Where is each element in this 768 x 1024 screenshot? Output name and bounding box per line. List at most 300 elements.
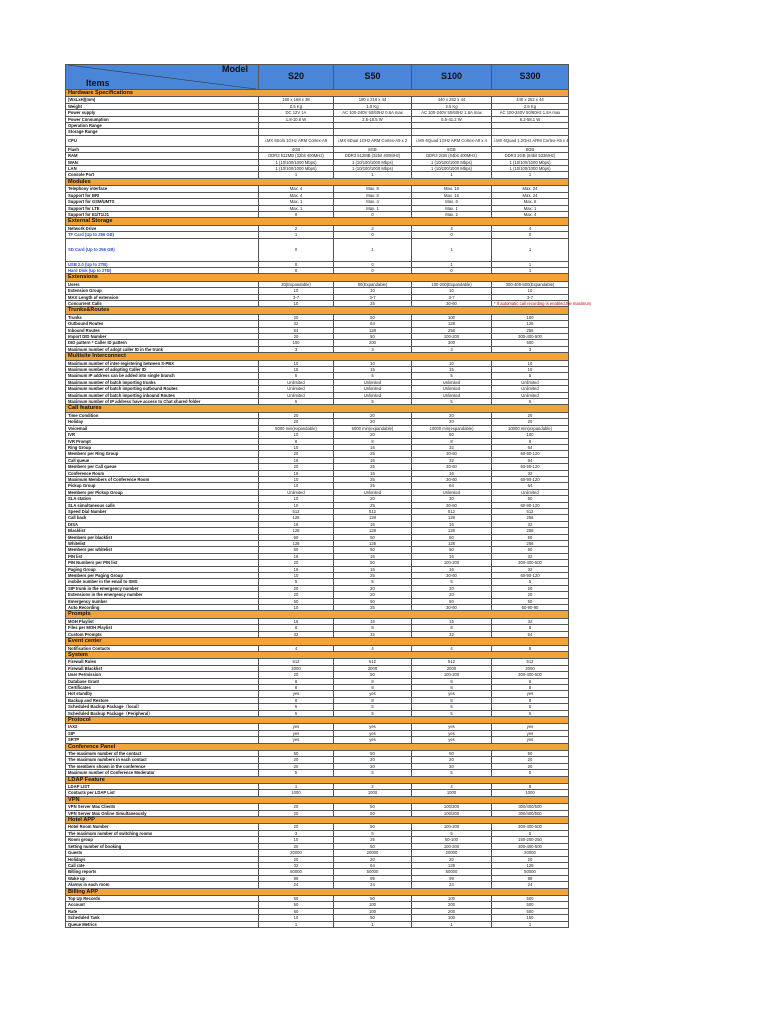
spec-value: DDR3 512MB (32bit 400MHz) <box>334 153 412 159</box>
items-label: Items <box>86 77 110 88</box>
spec-value: 5 <box>334 770 412 776</box>
spec-value: Unlimited <box>259 386 334 392</box>
spec-label: Concurrent Calls <box>66 300 259 306</box>
spec-value: 2 <box>259 225 334 231</box>
spec-value: 8 <box>259 678 334 684</box>
spec-value: 300/400/500 <box>492 810 569 816</box>
spec-value: i.MX 6Quad 1GHz ARM Cortex-A9 x 4 <box>412 135 492 146</box>
spec-value: 25 <box>334 464 412 470</box>
spec-value: 300-400-500 <box>492 672 569 678</box>
spec-value: DDR3 2GB (64bit 533MHz) <box>492 153 569 159</box>
spec-value: 3-7 <box>492 294 569 300</box>
spec-value: yes <box>259 737 334 743</box>
spec-value: 16 <box>259 618 334 624</box>
spec-value: 8 <box>492 645 569 651</box>
section-row <box>66 716 569 723</box>
spec-label: Speed Dial Number <box>66 508 259 514</box>
spec-value: Max. 1 <box>412 205 492 211</box>
spec-value: 50 <box>334 314 412 320</box>
spec-value: 100-200(Expandable) <box>412 281 492 287</box>
spec-value: 10 <box>259 605 334 611</box>
spec-value: 60-90-120 <box>492 502 569 508</box>
spec-value: 5 <box>492 710 569 716</box>
spec-value: 1 <box>259 232 334 238</box>
spec-label: Whitelist <box>66 541 259 547</box>
spec-value: 0 <box>334 211 412 217</box>
spec-value: 5 <box>334 399 412 405</box>
spec-value: 50000 <box>492 869 569 875</box>
spec-value: 5 <box>492 704 569 710</box>
spec-value: 20 <box>259 824 334 830</box>
spec-row <box>66 921 569 927</box>
spec-value: 20 <box>412 592 492 598</box>
spec-label: mobile number in the email to SMS <box>66 579 259 585</box>
spec-value: 50000 <box>259 869 334 875</box>
spec-label: Users <box>66 281 259 287</box>
spec-value: 16 <box>259 457 334 463</box>
spec-label: Room group <box>66 837 259 843</box>
model-s50: S50 <box>334 65 412 90</box>
spec-value: 2.5-18.5 W <box>334 116 412 122</box>
spec-value: 100-200 <box>412 334 492 340</box>
spec-value: 20 <box>259 843 334 849</box>
spec-label: Telephony interface <box>66 186 259 192</box>
spec-value: 256 <box>492 327 569 333</box>
spec-value: 440 x 252 x 44 <box>412 97 492 103</box>
spec-label: Power Consumption <box>66 116 259 122</box>
spec-value: 20 <box>334 592 412 598</box>
spec-label: Support for GSM/UMTS <box>66 199 259 205</box>
spec-value: 32 <box>259 631 334 637</box>
spec-value: 1 (10/100/1000 Mbps) <box>492 159 569 165</box>
section-row <box>66 796 569 803</box>
spec-value: 10 <box>259 300 334 306</box>
spec-value: 16 <box>412 566 492 572</box>
spec-value: 0 <box>412 267 492 273</box>
spec-value: 200 <box>412 908 492 914</box>
spec-value: 8GB <box>492 146 569 152</box>
spec-value: 50 <box>259 902 334 908</box>
spec-value: 20 <box>334 419 412 425</box>
spec-value: 128 <box>412 528 492 534</box>
spec-value: yes <box>259 730 334 736</box>
spec-value: 512 <box>334 659 412 665</box>
spec-value: 500 <box>492 902 569 908</box>
spec-value: 8 <box>259 625 334 631</box>
spec-value: 1 <box>492 261 569 267</box>
spec-value: 32 <box>259 321 334 327</box>
spec-value: 50 <box>334 804 412 810</box>
spec-value: 16 <box>412 521 492 527</box>
section-title: Conference Panel <box>66 743 569 750</box>
spec-value: 60-90-90 <box>492 605 569 611</box>
spec-value: Max. 6 <box>492 199 569 205</box>
spec-value: 20 <box>259 763 334 769</box>
spec-value: 50 <box>334 915 412 921</box>
spec-value: 100-200 <box>412 843 492 849</box>
spec-value: 20 <box>334 757 412 763</box>
spec-value: 10 <box>259 483 334 489</box>
spec-value: 50 <box>334 810 412 816</box>
spec-label: Time Condition <box>66 412 259 418</box>
spec-value: 99 <box>259 875 334 881</box>
spec-value: 1.8 Kg <box>334 103 412 109</box>
spec-value: 300-400-500 <box>492 824 569 830</box>
spec-label: Scheduled Backup Package（Peripheral） <box>66 710 259 716</box>
spec-value: 128 <box>259 515 334 521</box>
spec-value: 30-60 <box>412 605 492 611</box>
spec-value: 1000 <box>412 790 492 796</box>
spec-value: 50 <box>259 908 334 914</box>
spec-value: 3 <box>259 830 334 836</box>
header-row <box>66 65 569 90</box>
section-row <box>66 776 569 783</box>
spec-value: 8 <box>492 784 569 790</box>
spec-label: Holidays <box>66 856 259 862</box>
spec-value: Max. 4 <box>259 186 334 192</box>
spec-value: 20 <box>412 856 492 862</box>
spec-value: 5 <box>334 830 412 836</box>
spec-label: DISA <box>66 521 259 527</box>
spec-value: 24 <box>492 882 569 888</box>
spec-label: Custom Prompts <box>66 631 259 637</box>
spec-value: 32 <box>334 631 412 637</box>
spec-value: 5.5-41.2 W <box>412 116 492 122</box>
spec-value: 50 <box>492 496 569 502</box>
spec-value: 5 <box>334 710 412 716</box>
spec-value: 300-400-500(Expandable) <box>492 281 569 287</box>
spec-value: 1 (10/100/1000 Mbps) <box>259 159 334 165</box>
spec-label: Maximum number of Conference Moderator <box>66 770 259 776</box>
spec-label: Support for E1/T1/J1 <box>66 211 259 217</box>
spec-value: 20 <box>259 856 334 862</box>
spec-value: 8 <box>492 678 569 684</box>
spec-label: SIP <box>66 730 259 736</box>
spec-value: 64 <box>412 483 492 489</box>
spec-label: Auto Recording <box>66 605 259 611</box>
spec-value: 50 <box>259 534 334 540</box>
section-row <box>66 274 569 281</box>
spec-value: yes <box>412 724 492 730</box>
spec-value: 99 <box>412 875 492 881</box>
section-row <box>66 405 569 412</box>
spec-value: 150 <box>492 915 569 921</box>
spec-label: RAM <box>66 153 259 159</box>
spec-value: 300-400-500 <box>492 560 569 566</box>
spec-label: IAX2 <box>66 724 259 730</box>
spec-value: Unlimited <box>334 489 412 495</box>
spec-value: 512 <box>334 508 412 514</box>
spec-label: CPU <box>66 135 259 146</box>
spec-value: 50 <box>334 534 412 540</box>
spec-value: 1 <box>492 238 569 261</box>
spec-value: 100/200 <box>412 810 492 816</box>
spec-value: Unlimited <box>492 386 569 392</box>
spec-value: 50 <box>334 547 412 553</box>
spec-label: Alarms in each room <box>66 882 259 888</box>
spec-value: 16 <box>259 566 334 572</box>
spec-value: 5 <box>412 830 492 836</box>
spec-label: Storage Range <box>66 129 259 135</box>
spec-value: 180 x 216 x 44 <box>334 97 412 103</box>
section-title: Trunks&Routes <box>66 307 569 314</box>
spec-value: 10 <box>492 360 569 366</box>
spec-value: 50000 <box>412 869 492 875</box>
spec-value: 25 <box>334 483 412 489</box>
spec-label: Top Up Records <box>66 895 259 901</box>
spec-value: 60-90-120 <box>492 476 569 482</box>
spec-value: 4 <box>492 225 569 231</box>
spec-value: 50 <box>334 598 412 604</box>
spec-label: Support for BRI <box>66 192 259 198</box>
spec-value: 20 <box>259 560 334 566</box>
spec-label: Pickup Group <box>66 483 259 489</box>
spec-value: 20000 <box>334 850 412 856</box>
spec-value: 20000 <box>492 850 569 856</box>
spec-value: 20 <box>492 412 569 418</box>
spec-value: yes <box>412 730 492 736</box>
spec-value: 50 <box>334 560 412 566</box>
spec-value: 20 <box>259 419 334 425</box>
spec-value: 2 <box>334 784 412 790</box>
spec-value: 128 <box>412 321 492 327</box>
spec-label: Maximum number of batch importing trunks <box>66 379 259 385</box>
spec-value: 100 <box>492 432 569 438</box>
spec-value: Unlimited <box>412 386 492 392</box>
spec-value: 10 <box>259 915 334 921</box>
spec-value: 5 <box>492 373 569 379</box>
section-row <box>66 218 569 225</box>
spec-value: 50 <box>412 598 492 604</box>
spec-label: Members per whitelist <box>66 547 259 553</box>
spec-value: Max. 6 <box>412 199 492 205</box>
spec-value: 32 <box>412 457 492 463</box>
spec-value: 20 <box>259 451 334 457</box>
spec-value: 50 <box>259 598 334 604</box>
spec-value: 20 <box>334 496 412 502</box>
spec-value: Max. 24 <box>492 192 569 198</box>
spec-value: 1 <box>492 172 569 178</box>
spec-label: Contacts per LDAP List <box>66 790 259 796</box>
spec-value: 4 <box>412 784 492 790</box>
spec-value: 512 <box>492 508 569 514</box>
section-row <box>66 638 569 645</box>
spec-value: 200 <box>334 340 412 346</box>
spec-value: 25 <box>334 300 412 306</box>
spec-value: 128 <box>334 541 412 547</box>
spec-value: 3 <box>492 346 569 352</box>
spec-value: 8 <box>334 697 412 703</box>
spec-value: 4 <box>259 645 334 651</box>
spec-label: LAN <box>66 166 259 172</box>
spec-value: 1000 <box>259 790 334 796</box>
spec-value: DC 12V 1A <box>259 110 334 116</box>
spec-value: 25 <box>334 573 412 579</box>
spec-value: Unlimited <box>259 392 334 398</box>
spec-value: 5 <box>492 830 569 836</box>
spec-value: yes <box>334 730 412 736</box>
spec-value: 5 <box>412 399 492 405</box>
spec-value: 512 <box>412 508 492 514</box>
spec-value: yes <box>259 691 334 697</box>
spec-value: 2000 <box>259 665 334 671</box>
section-title: Modules <box>66 178 569 185</box>
spec-value: 20000 <box>259 850 334 856</box>
spec-value: 10000 min(expandable) <box>492 425 569 431</box>
spec-value: yes <box>259 724 334 730</box>
spec-value: Unlimited <box>412 392 492 398</box>
model-label: Model <box>222 64 248 74</box>
spec-label: Members per Ring Group <box>66 451 259 457</box>
spec-label: Members per blacklist <box>66 534 259 540</box>
spec-label: Extensions in the emergency number <box>66 592 259 598</box>
spec-table-body <box>66 64 592 928</box>
spec-value: 20 <box>259 464 334 470</box>
spec-label: Maximum number of IP address have access to Chat shared folder <box>66 399 259 405</box>
spec-value: Max. 8 <box>334 192 412 198</box>
spec-value: 20 <box>492 856 569 862</box>
spec-value: 16 <box>334 457 412 463</box>
spec-value: 10 <box>412 288 492 294</box>
spec-value: yes <box>492 737 569 743</box>
spec-value: 20 <box>334 763 412 769</box>
spec-label: SLA simultaneous calls <box>66 502 259 508</box>
spec-value: 50 <box>334 843 412 849</box>
spec-value: Max. 2 <box>412 211 492 217</box>
spec-value: 50 <box>334 672 412 678</box>
spec-value: 50 <box>334 751 412 757</box>
spec-value: 8 <box>492 697 569 703</box>
spec-value: 3 <box>334 346 412 352</box>
spec-value: 10 <box>259 837 334 843</box>
spec-value: yes <box>492 724 569 730</box>
spec-value: 1 <box>492 267 569 273</box>
spec-value: 50 <box>412 547 492 553</box>
spec-value: 64 <box>259 327 334 333</box>
spec-value: 10 <box>259 432 334 438</box>
spec-value: 100-200 <box>412 672 492 678</box>
section-row <box>66 888 569 895</box>
spec-value: 16 <box>334 618 412 624</box>
spec-value: 1 (10/100/1000 Mbps) <box>334 166 412 172</box>
spec-value: 10 <box>334 288 412 294</box>
spec-value: 20 <box>492 419 569 425</box>
spec-value: 8 <box>492 625 569 631</box>
spec-value: 60-90-120 <box>492 451 569 457</box>
spec-value: AC 100-240V 50/60Hz 1.8A max <box>492 110 569 116</box>
spec-value: i.MX 6Dual 1GHz ARM Cortex-A9 x 2 <box>334 135 412 146</box>
spec-label: Flash <box>66 146 259 152</box>
spec-value: Max. 8 <box>334 186 412 192</box>
spec-table <box>65 64 592 928</box>
spec-value: 1000 <box>492 790 569 796</box>
spec-value: 20 <box>334 412 412 418</box>
spec-label: Support for LTE <box>66 205 259 211</box>
spec-label: Files per MOH Playlist <box>66 625 259 631</box>
spec-value: 5 <box>334 373 412 379</box>
spec-value: 300/400/500 <box>492 804 569 810</box>
spec-value: 50-100 <box>412 837 492 843</box>
spec-value: 50 <box>259 547 334 553</box>
spec-label: MAX Length of extension <box>66 294 259 300</box>
spec-value: 128 <box>412 541 492 547</box>
spec-value: 100/200 <box>412 804 492 810</box>
spec-label: MOH Playlist <box>66 618 259 624</box>
spec-value: 30 <box>412 496 492 502</box>
spec-value: 50 <box>492 534 569 540</box>
spec-label: Maximum number of inter-registering between S-PBX <box>66 360 259 366</box>
section-row <box>66 90 569 97</box>
spec-value: 8 <box>259 697 334 703</box>
spec-value: 5 <box>412 373 492 379</box>
spec-value: 5 <box>334 579 412 585</box>
spec-label: Emergency number <box>66 598 259 604</box>
spec-label: The members shown in the conference <box>66 763 259 769</box>
spec-value: 2000 <box>412 665 492 671</box>
spec-label: Setting number of booking <box>66 843 259 849</box>
spec-value: 50000 <box>334 869 412 875</box>
section-title: Hardware Specifications <box>66 90 569 97</box>
spec-row <box>66 135 569 146</box>
spec-value: 5 <box>492 770 569 776</box>
spec-label: PIN Numbers per PIN list <box>66 560 259 566</box>
spec-label: PIN list <box>66 553 259 559</box>
spec-value: 8 <box>334 438 412 444</box>
spec-value: 10 <box>334 360 412 366</box>
model-s300: S300 <box>492 65 569 90</box>
section-row <box>66 178 569 185</box>
spec-value: 128 <box>259 528 334 534</box>
spec-value: 1 (10/100/1000 Mbps) <box>492 166 569 172</box>
spec-value: 8 <box>412 625 492 631</box>
spec-label: Guests <box>66 850 259 856</box>
spec-value: 16 <box>412 553 492 559</box>
spec-value: Unlimited <box>334 379 412 385</box>
spec-value: 20 <box>412 585 492 591</box>
spec-label: IVR <box>66 432 259 438</box>
spec-value: AC 100-240V 50/60Hz 1.8A max <box>412 110 492 116</box>
spec-value: 1 <box>412 172 492 178</box>
spec-value: 5 <box>259 704 334 710</box>
spec-value: yes <box>492 730 569 736</box>
spec-value: 10 <box>259 444 334 450</box>
spec-value: 5 <box>412 579 492 585</box>
spec-value: 1.8-10.6 W <box>259 116 334 122</box>
spec-label: Billing reports <box>66 869 259 875</box>
spec-value: 5 <box>492 399 569 405</box>
spec-label: Wake up <box>66 875 259 881</box>
spec-label: Maximum Members of Conference Room <box>66 476 259 482</box>
spec-value: 30-60 <box>412 464 492 470</box>
spec-value: 15 <box>412 367 492 373</box>
section-title: Extensions <box>66 274 569 281</box>
spec-label: Maximum number of batch importing outbound Routes <box>66 386 259 392</box>
spec-value: 20 <box>412 763 492 769</box>
spec-value: 25 <box>334 605 412 611</box>
spec-value: 0 <box>334 261 412 267</box>
spec-value: DDR3 2GB (64bit 400MHz) <box>412 153 492 159</box>
spec-value: 20 <box>334 585 412 591</box>
spec-label: Queue Metrics <box>66 921 259 927</box>
spec-label: Members per Pickup Group <box>66 489 259 495</box>
spec-label: DID pattern * Caller ID pattern <box>66 340 259 346</box>
spec-value: 8 <box>259 438 334 444</box>
spec-value: 1 <box>259 172 334 178</box>
spec-label: Hotel Room Number <box>66 824 259 830</box>
spec-value: 32 <box>492 618 569 624</box>
spec-value: 60-90-120 <box>492 573 569 579</box>
spec-value: 1 <box>334 238 412 261</box>
